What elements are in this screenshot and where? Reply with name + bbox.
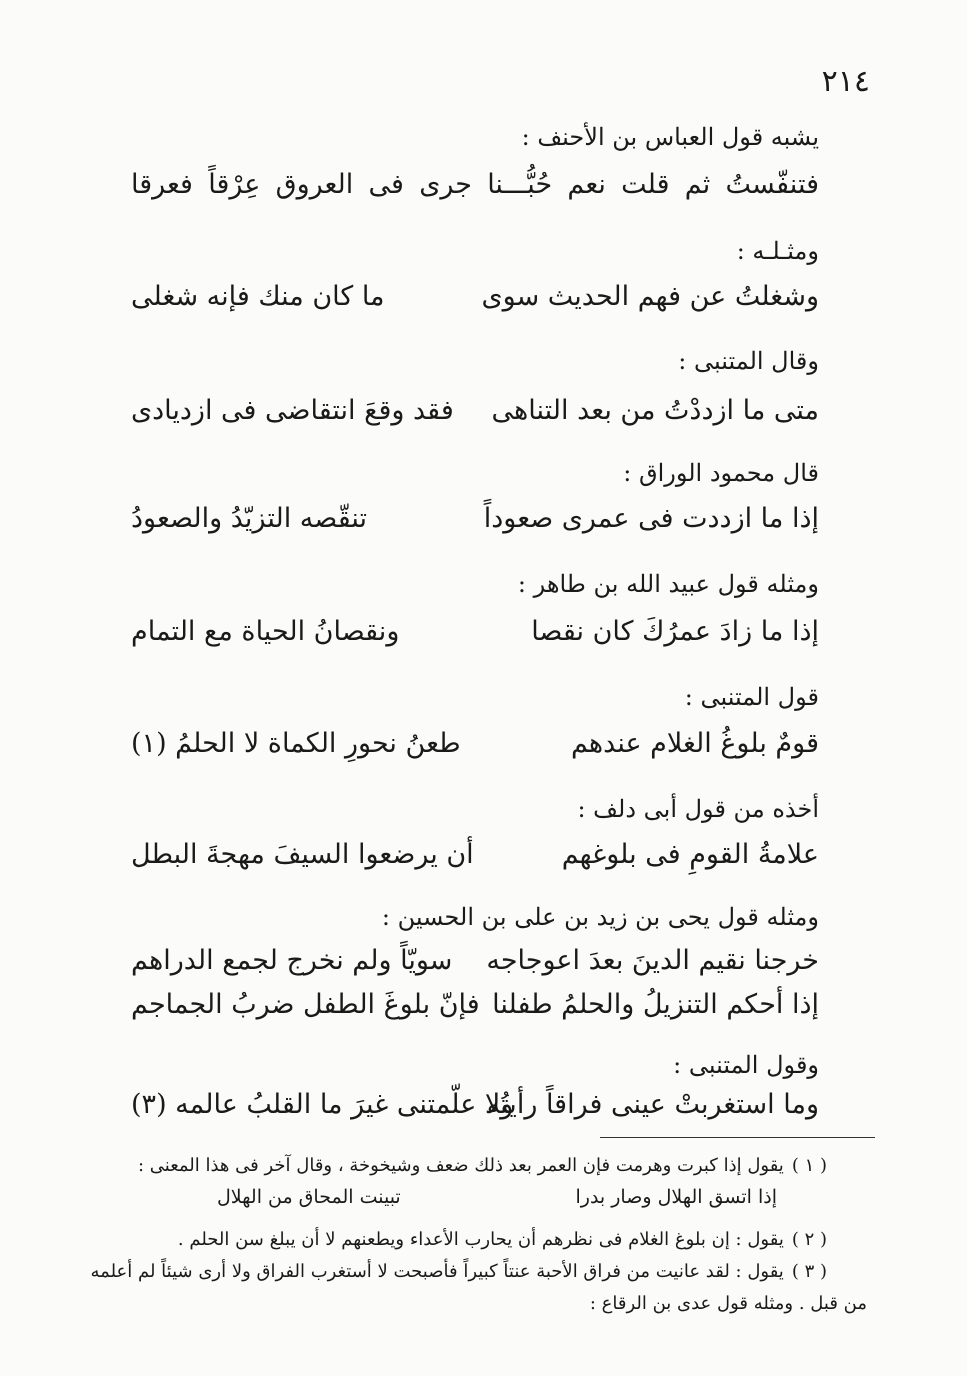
verse-line (131, 727, 819, 761)
verse-line (131, 168, 819, 202)
verse-hemistich-second: تبينت المحاق من الهلال (217, 1186, 401, 1208)
verse-intro: وقول المتنبى : (673, 1051, 819, 1079)
verse-hemistich-first: إذا اتسق الهلال وصار بدرا (575, 1186, 777, 1208)
verse-hemistich-second: ولا علّمتنى غيرَ ما القلبُ عالمه (٣) (131, 1089, 514, 1120)
verse-hemistich-second: أن يرضعوا السيفَ مهجةَ البطل (131, 839, 474, 870)
verse-intro: يشبه قول العباس بن الأحنف : (521, 123, 819, 151)
footnote (87, 1228, 827, 1252)
verse-hemistich-first: إذا أحكم التنزيلُ والحلمُ طفلنا (492, 989, 819, 1020)
footnote-number: ( ١ ) (791, 1155, 827, 1176)
verse-intro: أخذه من قول أبى دلف : (577, 795, 819, 823)
verse-line (131, 394, 819, 428)
verse-line (131, 502, 819, 536)
verse-hemistich-first: خرجنا نقيم الدينَ بعدَ اعوجاجه (486, 945, 819, 976)
verse-hemistich-second: فإنّ بلوغَ الطفل ضربُ الجماجم (131, 989, 480, 1020)
verse-hemistich-first: وما استغربتْ عينى فراقاً رأيتُه (486, 1089, 819, 1120)
footnote (87, 1154, 827, 1178)
verse-line (131, 615, 819, 649)
footnote-separator (600, 1137, 875, 1138)
verse-hemistich-second: فقد وقعَ انتقاضى فى ازديادى (131, 395, 454, 426)
verse-hemistich-first: وشغلتُ عن فهم الحديث سوى (481, 281, 819, 312)
verse-hemistich-first: فتنفّستُ ثم قلت نعم حُبُّـــنا جرى فى العروق عِرْقاً فعرقا (131, 169, 819, 200)
verse-intro: قول المتنبى : (684, 683, 819, 711)
verse-hemistich-first: إذا ما زادَ عمرُكَ كان نقصا (531, 616, 819, 647)
verse-intro: قال محمود الوراق : (623, 459, 819, 487)
footnote-text: يقول : إن بلوغ الغلام فى نظرهم أن يحارب الأعداء ويطعنهم لا أن يبلغ سن الحلم . (177, 1229, 784, 1250)
page-number: ٢١٤ (821, 64, 870, 99)
verse-hemistich-first: علامةُ القومِ فى بلوغهم (561, 839, 819, 870)
verse-hemistich-second: سويّاً ولم نخرج لجمع الدراهم (131, 945, 453, 976)
verse-line (131, 988, 819, 1022)
verse-hemistich-first: قومٌ بلوغُ الغلام عندهم (570, 728, 819, 759)
verse-hemistich-second: طعنُ نحورِ الكماة لا الحلمُ (١) (131, 728, 461, 759)
verse-intro: وقال المتنبى : (678, 347, 819, 375)
verse-hemistich-second: ونقصانُ الحياة مع التمام (131, 616, 400, 647)
verse-hemistich-first: إذا ما ازددت فى عمرى صعوداً (483, 503, 819, 534)
verse-hemistich-second: ما كان منك فإنه شغلى (131, 281, 385, 312)
footnote-text: يقول إذا كبرت وهرمت فإن العمر بعد ذلك ضعف وشيخوخة ، وقال آخر فى هذا المعنى : (137, 1155, 784, 1176)
footnote-continuation: من قبل . ومثله قول عدى بن الرقاع : (589, 1293, 867, 1314)
verse-intro: ومثـلـه : (736, 237, 819, 265)
verse-line (131, 838, 819, 872)
verse-hemistich-second: تنقّصه التزيّدُ والصعودُ (131, 503, 368, 534)
footnote-number: ( ٣ ) (791, 1261, 827, 1282)
footnote (87, 1260, 827, 1284)
verse-intro: ومثله قول عبيد الله بن طاهر : (517, 570, 819, 598)
verse-line (131, 1088, 819, 1122)
verse-line (131, 280, 819, 314)
footnote-verse (217, 1184, 777, 1210)
verse-hemistich-first: متى ما ازددْتُ من بعد التناهى (491, 395, 819, 426)
verse-line (131, 944, 819, 978)
verse-intro: ومثله قول يحى بن زيد بن على بن الحسين : (381, 903, 819, 931)
footnote-number: ( ٢ ) (791, 1229, 827, 1250)
footnote-text: يقول : لقد عانيت من فراق الأحبة عنتاً كبيراً فأصبحت لا أستغرب الفراق ولا أرى شيئاً لم أعلمه (90, 1261, 784, 1282)
